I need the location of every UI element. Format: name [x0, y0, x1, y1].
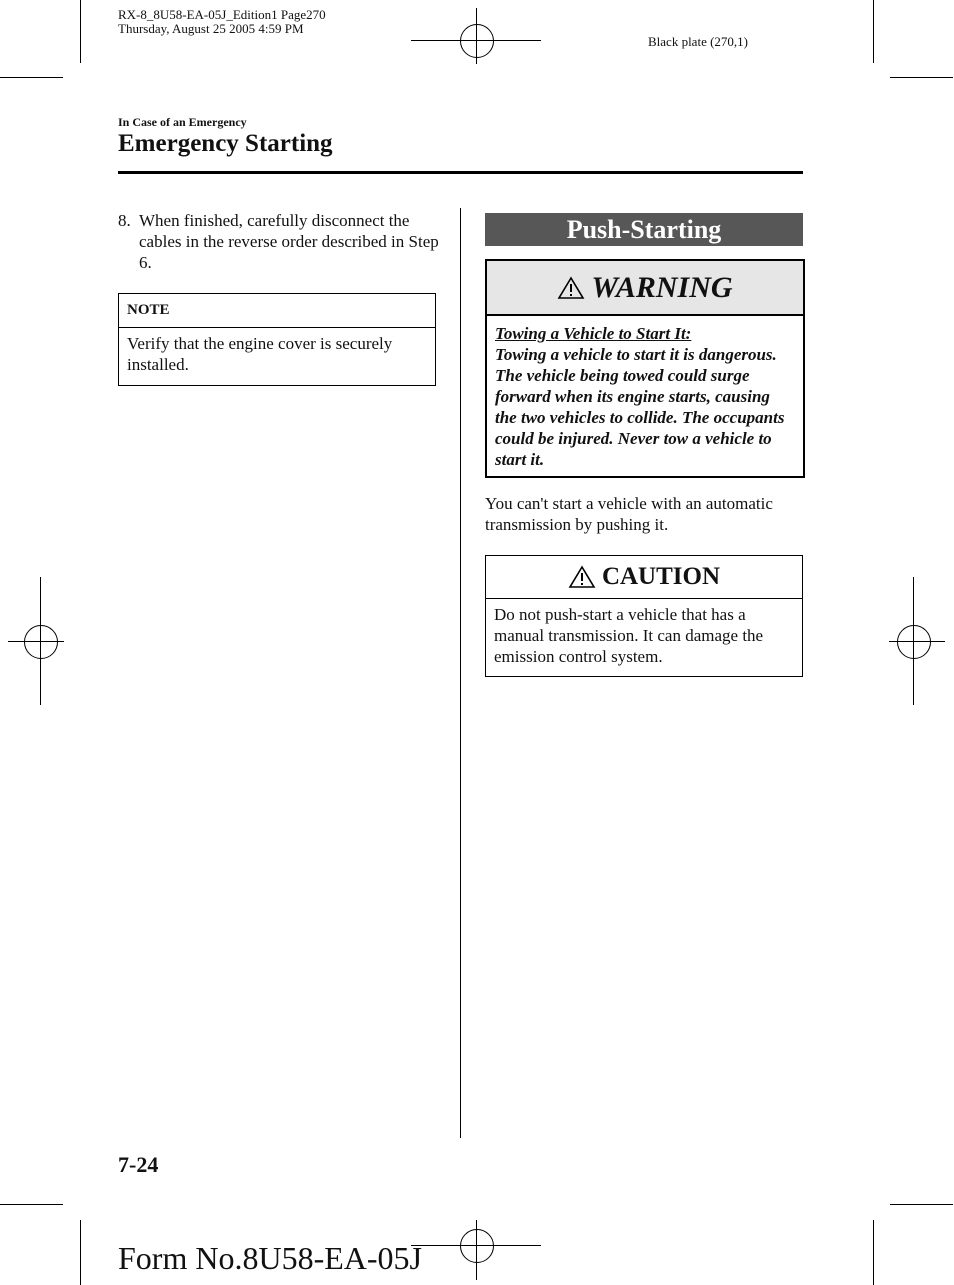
- warning-header: [487, 261, 803, 316]
- print-info: [118, 8, 326, 36]
- form-number: Form No.8U58-EA-05J: [118, 1240, 422, 1276]
- body-paragraph: You can't start a vehicle with an automatic transmission by pushing it.: [485, 494, 773, 534]
- step-text: When finished, carefully disconnect the cables in the reverse order described in Step 6.: [139, 211, 439, 272]
- print-info-line1: RX-8_8U58-EA-05J_Edition1 Page270: [118, 7, 326, 22]
- section-label: In Case of an Emergency: [118, 115, 247, 129]
- column-divider: [460, 208, 461, 1138]
- print-info-line2: Thursday, August 25 2005 4:59 PM: [118, 21, 304, 36]
- caution-triangle-icon: [568, 565, 596, 589]
- note-body: Verify that the engine cover is securely installed.: [127, 334, 393, 374]
- warning-body-container: [487, 316, 803, 470]
- note-box: [118, 293, 436, 386]
- step-number: 8.: [118, 211, 131, 230]
- title-rule: [118, 171, 803, 174]
- warning-triangle-icon: [557, 276, 585, 300]
- caution-header: [486, 556, 802, 599]
- page-title: Emergency Starting: [118, 130, 333, 157]
- step-item: [118, 210, 440, 273]
- caution-box: [485, 555, 803, 677]
- note-heading: NOTE: [119, 294, 435, 328]
- warning-heading: WARNING: [591, 270, 733, 304]
- page-number: 7-24: [118, 1152, 159, 1177]
- warning-box: [485, 259, 805, 478]
- plate-label: Black plate (270,1): [648, 34, 748, 49]
- warning-body: Towing a vehicle to start it is dangerous. The vehicle being towed could surge forward when its engine starts, causing the two vehicles to collide. The occupants could be injured. Never tow a vehicle to start it.: [495, 345, 785, 469]
- section-title-bar: Push-Starting: [485, 213, 803, 246]
- caution-heading: CAUTION: [601, 563, 721, 590]
- warning-subheading: Towing a Vehicle to Start It:: [495, 324, 692, 343]
- caution-body: Do not push-start a vehicle that has a manual transmission. It can damage the emission control system.: [494, 605, 764, 666]
